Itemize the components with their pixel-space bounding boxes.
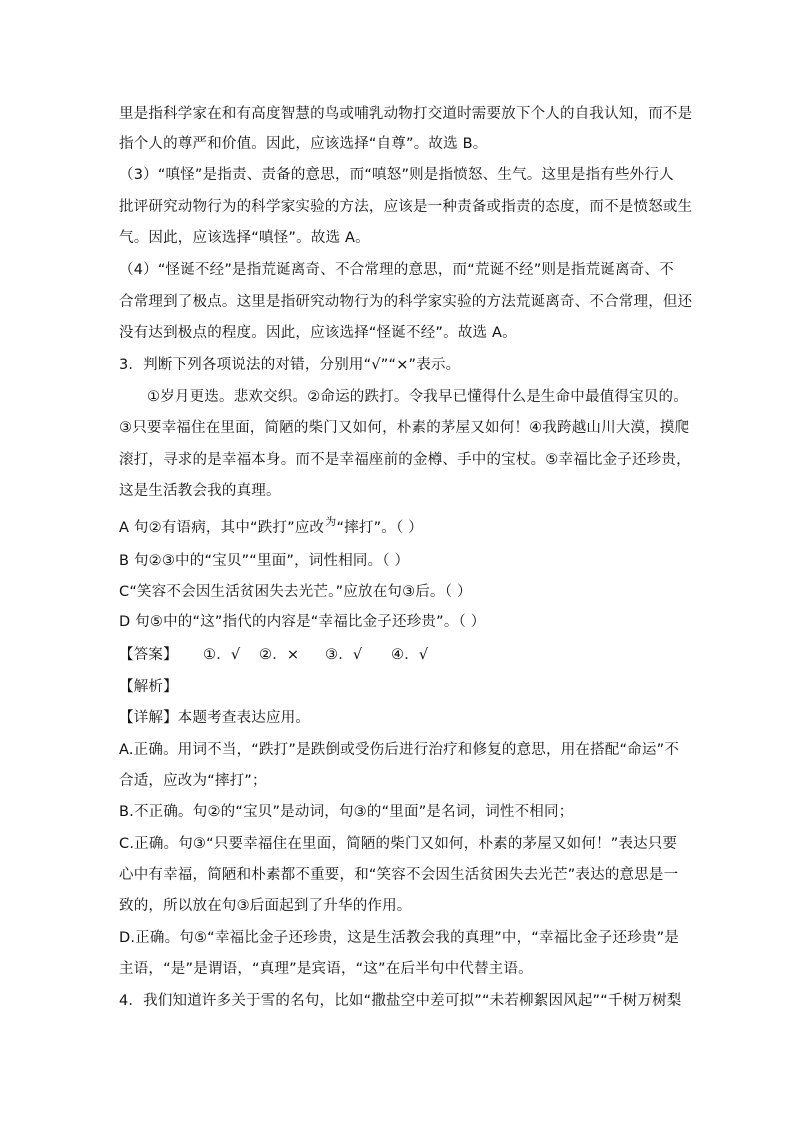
text-line: 心中有幸福，简陋和朴素都不重要，和“笑容不会因生活贫困失去光芒”表达的意思是一: [119, 867, 679, 883]
passage-line: 滚打，寻求的是幸福本身。而不是幸福座前的金樽、手中的宝杖。⑤幸福比金子还珍贵，: [119, 452, 691, 468]
text-line: 主语，“是”是谓语，“真理”是宾语，“这”在后半句中代替主语。: [119, 961, 533, 977]
question-4-heading: 4．我们知道许多关于雪的名句，比如“撒盐空中差可拟”“未若柳絮因风起”“千树万树梨: [119, 993, 682, 1009]
answer-label: 【答案】: [119, 647, 178, 663]
text-line: （3）“嗔怪”是指责、责备的意思，而“嗔怒”则是指愤怒、生气。这里是指有些外行人: [119, 167, 674, 183]
question-3-heading: 3．判断下列各项说法的对错，分别用“√”“×”表示。: [119, 357, 461, 373]
text-line: 致的，所以放在句③后面起到了升华的作用。: [119, 898, 412, 914]
text-line: 没有达到极点的程度。因此，应该选择“怪诞不经”。故选 A。: [119, 325, 517, 341]
superscript-char: 为: [325, 515, 337, 528]
answer-line: [119, 645, 428, 665]
answer-1: ①．√: [203, 647, 241, 663]
answer-4: ④．√: [391, 647, 429, 663]
option-a-text: A 句②有语病，其中“跌打”应改: [119, 520, 325, 536]
option-a-text-end: “摔打”。（ ）: [336, 520, 423, 536]
detail-label: 【详解】本题考查表达应用。: [119, 710, 311, 726]
text-line: 合适，应改为“摔打”；: [119, 773, 267, 789]
text-line: （4）“怪诞不经”是指荒诞离奇、不合常理的意思，而“荒诞不经”则是指荒诞离奇、不: [119, 262, 674, 278]
text-line: 指个人的尊严和价值。因此，应该选择“自尊”。故选 B。: [119, 136, 488, 152]
passage-line: ①岁月更迭。悲欢交织。②命运的跌打。令我早已懂得什么是生命中最值得宝贝的。: [147, 389, 688, 405]
text-line: D.正确。句⑤“幸福比金子还珍贵，这是生活教会我的真理”中，“幸福比金子还珍贵”是: [119, 930, 680, 946]
option-b: B 句②③中的“宝贝”“里面”，词性相同。（ ）: [119, 553, 410, 569]
text-line: A.正确。用词不当，“跌打”是跌倒或受伤后进行治疗和修复的意思，用在搭配“命运”不: [119, 742, 680, 758]
answer-3: ③．√: [325, 647, 363, 663]
option-a: [119, 515, 423, 539]
text-line: 批评研究动物行为的科学家实验的方法，应该是一种责备或指责的态度，而不是愤怒或生: [119, 199, 693, 215]
option-c: C“笑容不会因生活贫困失去光芒。”应放在句③后。（ ）: [119, 584, 472, 600]
text-line: C.正确。句③“只要幸福住在里面，简陋的柴门又如何，朴素的茅屋又如何！”表达只要: [119, 836, 678, 852]
passage-line: 这是生活教会我的真理。: [119, 483, 281, 499]
text-line: B.不正确。句②的“宝贝”是动词，句③的“里面”是名词，词性不相同；: [119, 804, 574, 820]
passage-line: ③只要幸福住在里面，简陋的柴门又如何，朴素的茅屋又如何！④我跨越山川大漠，摸爬: [119, 420, 690, 436]
option-d: D 句⑤中的“这”指代的内容是“幸福比金子还珍贵”。（ ）: [119, 614, 486, 630]
text-line: 合常理到了极点。这里是指研究动物行为的科学家实验的方法荒诞离奇、不合常理，但还: [119, 294, 693, 310]
answer-2: ②．×: [259, 647, 300, 663]
text-line: 里是指科学家在和有高度智慧的鸟或哺乳动物打交道时需要放下个人的自我认知，而不是: [119, 106, 693, 122]
text-line: 气。因此，应该选择“嗔怪”。故选 A。: [119, 230, 370, 246]
analysis-label: 【解析】: [119, 679, 178, 695]
